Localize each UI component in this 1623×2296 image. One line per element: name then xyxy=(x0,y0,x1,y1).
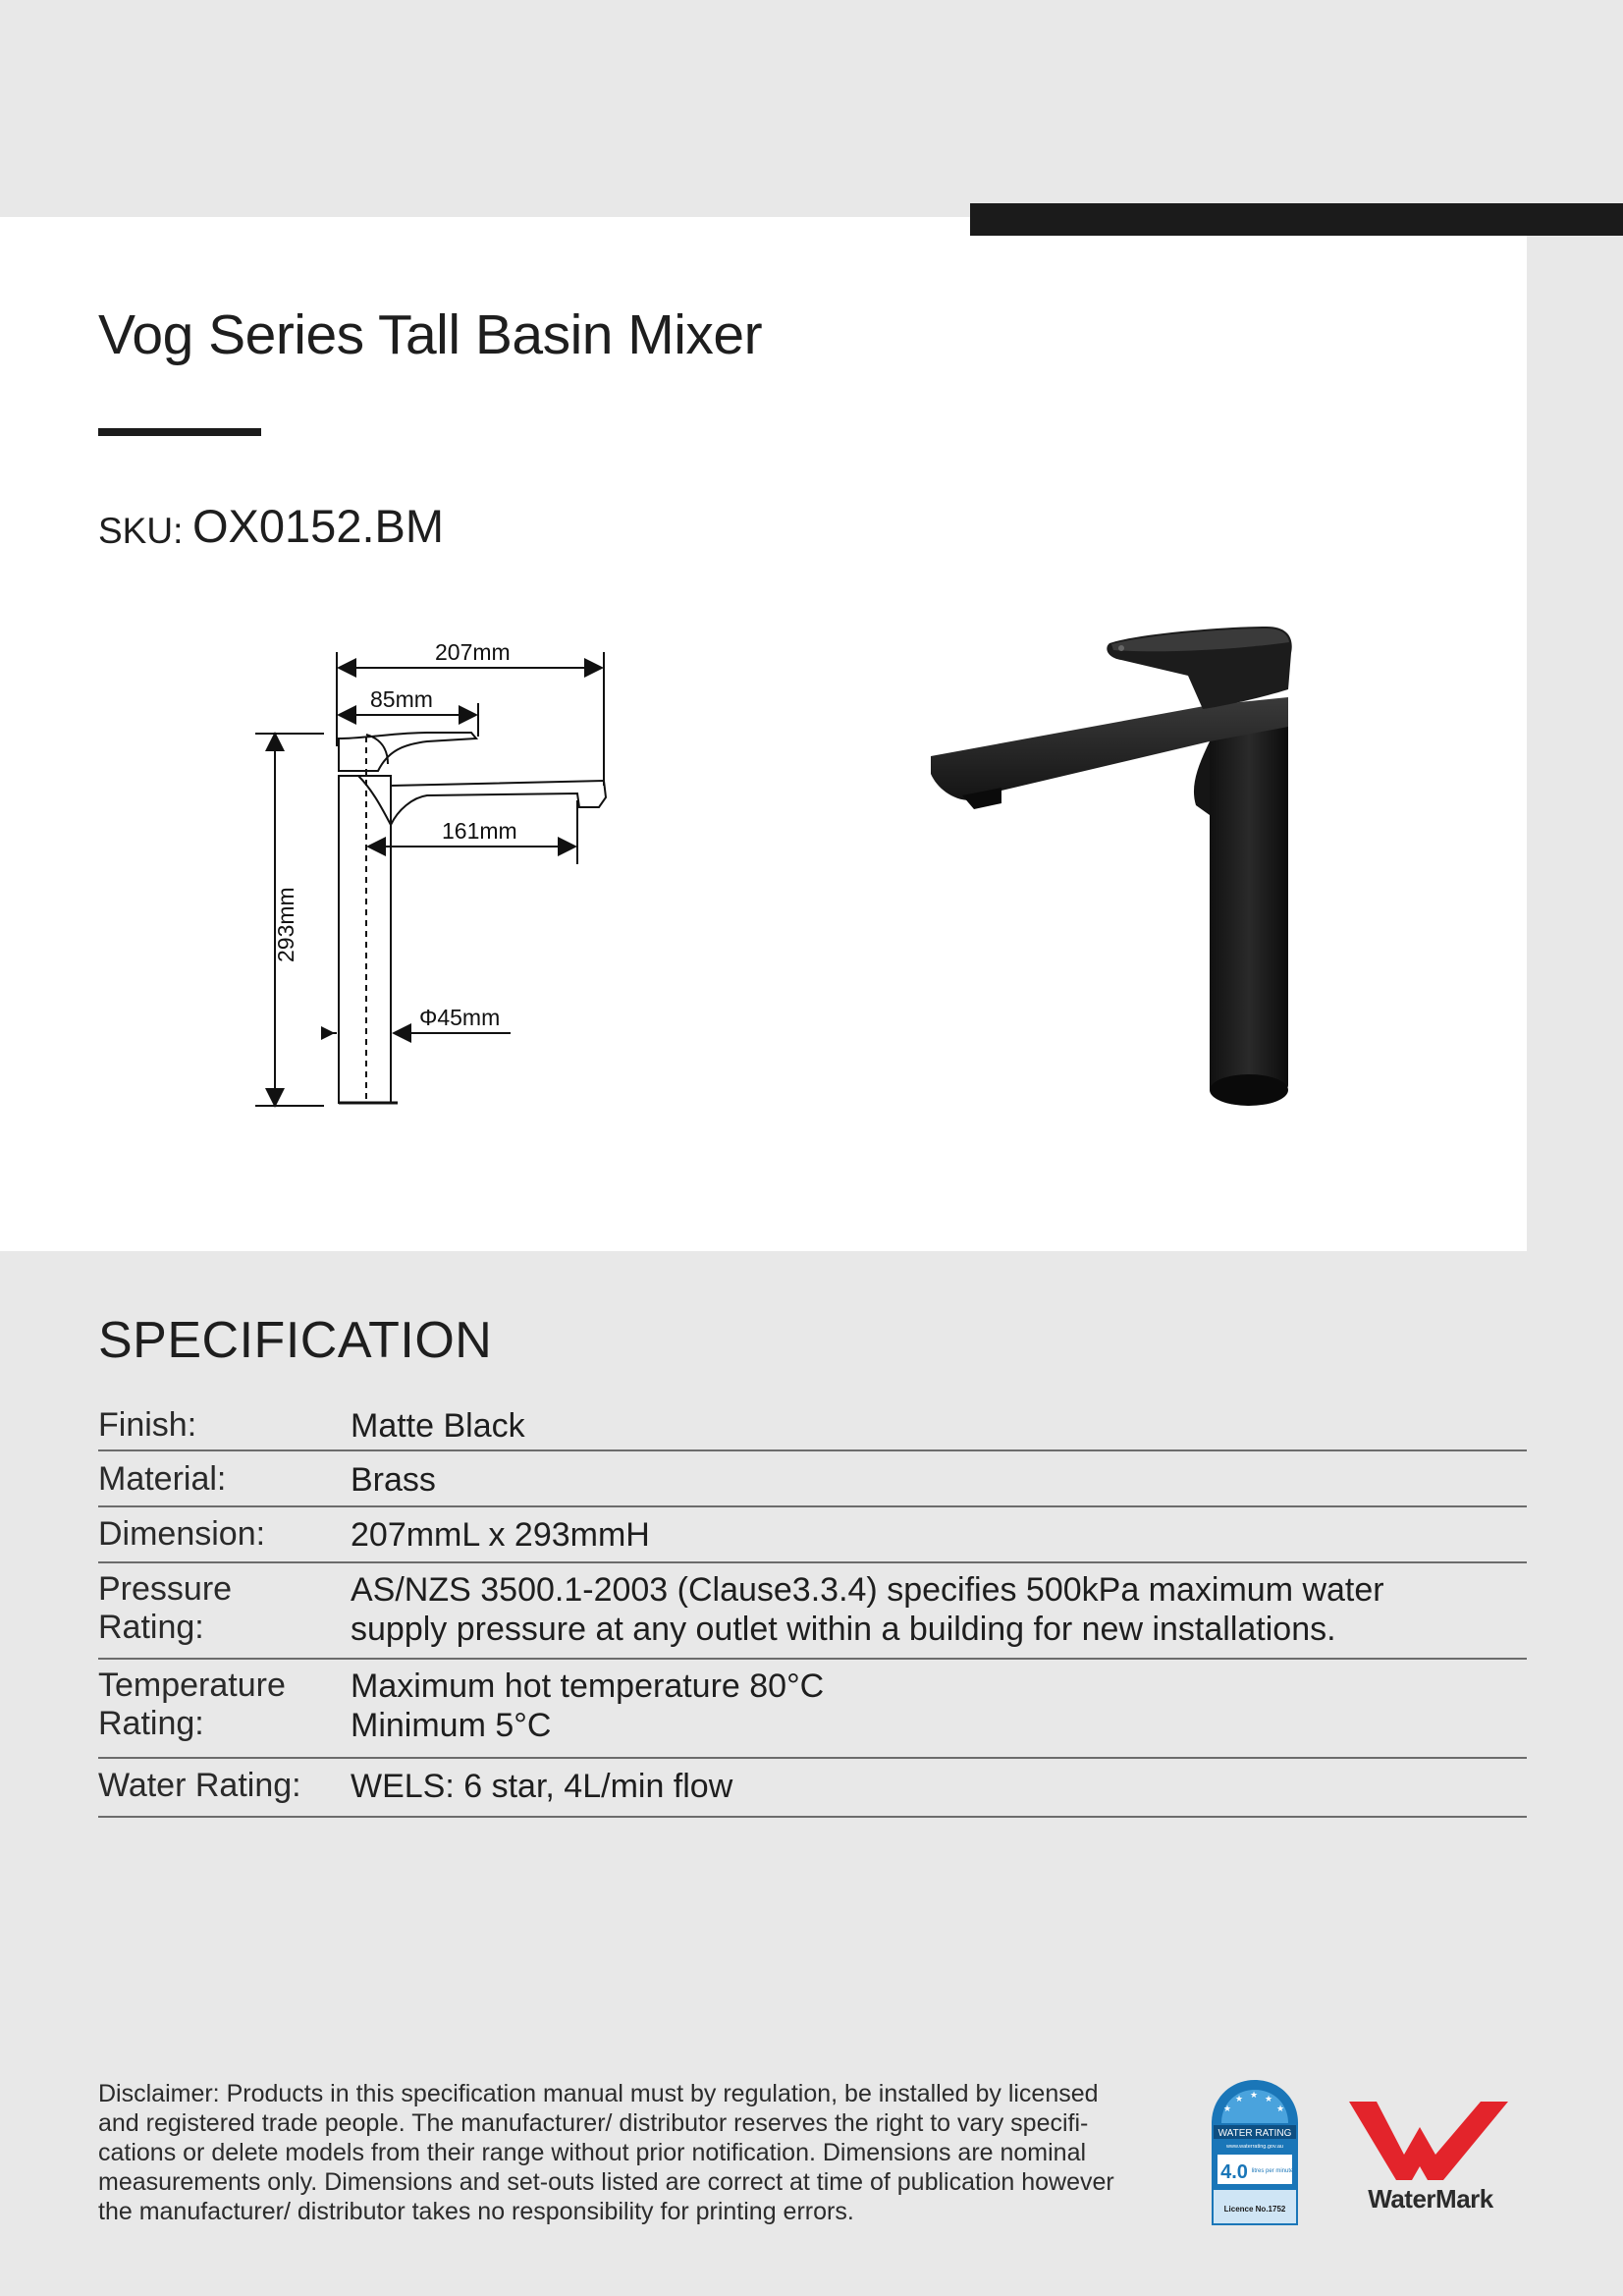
svg-text:★: ★ xyxy=(1223,2104,1232,2113)
dim-spout-label: 161mm xyxy=(442,818,517,844)
spec-row-material xyxy=(98,1451,1527,1507)
disclaimer-line: the manufacturer/ distributor takes no responsibility for printing errors. xyxy=(98,2198,854,2225)
svg-text:★: ★ xyxy=(1265,2094,1273,2104)
product-title: Vog Series Tall Basin Mixer xyxy=(98,303,763,366)
spec-value-line: supply pressure at any outlet within a building for new installations. xyxy=(351,1611,1336,1648)
spec-row-temperature-rating xyxy=(98,1660,1527,1759)
dimension-drawing xyxy=(250,629,643,1120)
spec-label: Material: xyxy=(98,1460,227,1498)
wels-badge-site: www.waterrating.gov.au xyxy=(1226,2144,1283,2150)
spec-label-line: Rating: xyxy=(98,1609,204,1646)
watermark-label: WaterMark xyxy=(1368,2184,1493,2214)
sku-value: OX0152.BM xyxy=(192,500,445,552)
spec-row-dimension xyxy=(98,1507,1527,1563)
spec-label-line: Rating: xyxy=(98,1705,204,1742)
dim-height-label: 293mm xyxy=(273,887,298,962)
spec-row-finish xyxy=(98,1394,1527,1451)
spec-label xyxy=(98,1570,351,1658)
spec-label xyxy=(98,1667,351,1757)
disclaimer-line: and registered trade people. The manufacturer/ distributor reserves the right to vary specifi- xyxy=(98,2109,1089,2137)
spec-value: Brass xyxy=(351,1461,436,1499)
wels-badge-unit: litres per minute xyxy=(1251,2168,1294,2174)
product-photo xyxy=(903,619,1316,1129)
disclaimer xyxy=(98,2079,1168,2226)
spec-value xyxy=(351,1667,1527,1757)
spec-value-line: Minimum 5°C xyxy=(351,1707,552,1744)
disclaimer-line: measurements only. Dimensions and set-outs listed are correct at time of publication however xyxy=(98,2168,1114,2196)
spec-row-pressure-rating xyxy=(98,1563,1527,1660)
spec-label: Finish: xyxy=(98,1406,197,1444)
svg-text:★: ★ xyxy=(1250,2090,1259,2100)
wels-badge-title: WATER RATING xyxy=(1217,2128,1292,2139)
spec-value: 207mmL x 293mmH xyxy=(351,1516,650,1554)
panel-side-strip xyxy=(1527,236,1623,1251)
spec-label-line: Temperature xyxy=(98,1667,286,1704)
spec-value: WELS: 6 star, 4L/min flow xyxy=(351,1768,733,1805)
spec-value-line: Maximum hot temperature 80°C xyxy=(351,1667,825,1705)
spec-value: Matte Black xyxy=(351,1407,525,1445)
svg-text:★: ★ xyxy=(1276,2104,1285,2113)
specification-heading: SPECIFICATION xyxy=(98,1312,493,1369)
page-header-band xyxy=(0,0,1623,217)
spec-label-line: Pressure xyxy=(98,1570,233,1608)
disclaimer-line: cations or delete models from their range without prior notification. Dimensions are nominal xyxy=(98,2139,1087,2166)
spec-label: Dimension: xyxy=(98,1515,266,1553)
svg-text:★: ★ xyxy=(1235,2094,1244,2104)
sku-label: SKU: xyxy=(98,511,184,551)
dim-handle-label: 85mm xyxy=(370,686,433,712)
dim-length-label: 207mm xyxy=(435,639,511,665)
header-accent-bar xyxy=(970,203,1623,236)
spec-value-line: AS/NZS 3500.1-2003 (Clause3.3.4) specifies 500kPa maximum water xyxy=(351,1571,1384,1609)
specification-table xyxy=(98,1394,1527,1818)
spec-label: Water Rating: xyxy=(98,1767,301,1804)
spec-value xyxy=(351,1570,1527,1658)
disclaimer-line: Disclaimer: Products in this specification manual must by regulation, be installed by licensed xyxy=(98,2080,1099,2107)
wels-rating-badge xyxy=(1210,2078,1300,2227)
wels-badge-licence: Licence No.1752 xyxy=(1223,2205,1286,2214)
dim-diameter-label: Φ45mm xyxy=(419,1005,501,1030)
spec-row-water-rating xyxy=(98,1759,1527,1818)
title-underline xyxy=(98,428,261,436)
wels-badge-rating: 4.0 xyxy=(1220,2161,1248,2183)
